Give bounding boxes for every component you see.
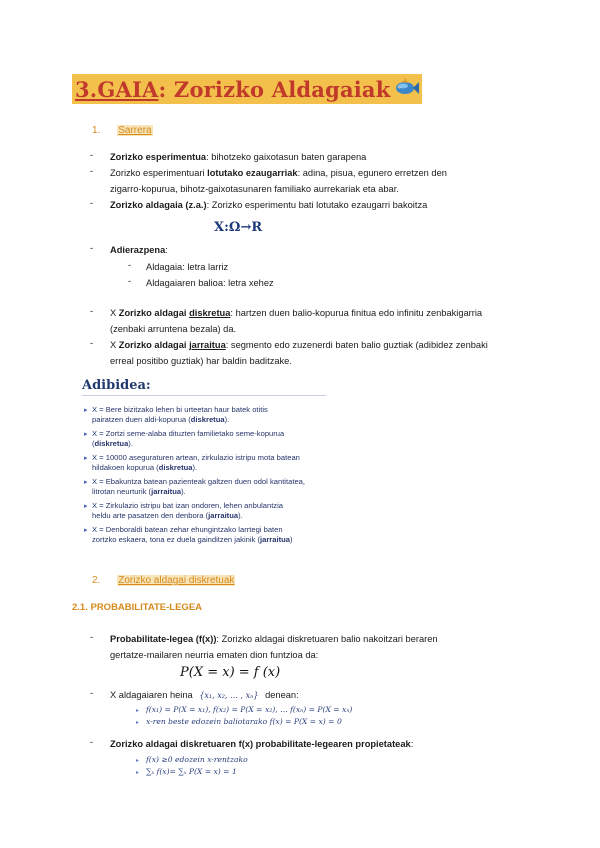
notation-sub-2: Aldagaiaren balioa: letra xehez bbox=[146, 278, 274, 288]
text: Zorizko esperimentuari bbox=[110, 168, 208, 178]
example-line: litrotan neurturik ( bbox=[92, 487, 152, 497]
bullet-dash: - bbox=[90, 150, 94, 160]
fish-icon bbox=[393, 77, 419, 102]
item-features bbox=[110, 166, 447, 197]
definition: : adina, pisua, egunero erretzen den bbox=[297, 168, 447, 178]
example-type: diskretua bbox=[190, 415, 225, 425]
definition: : bihotzeko gaixotasun baten garapena bbox=[206, 152, 367, 162]
term: Adierazpena bbox=[110, 245, 166, 255]
example-type: jarraitua bbox=[260, 535, 290, 545]
text: X aldagaiaren heina bbox=[110, 690, 193, 700]
definition-cont: gertatze-mailaren neurria ematen dion funtzioa da: bbox=[110, 649, 319, 660]
bullet-icon: ▸ bbox=[136, 770, 140, 776]
bullet-dash: - bbox=[90, 737, 94, 747]
title-prefix: 3.GAIA bbox=[75, 76, 159, 102]
section-heading-discrete bbox=[92, 570, 235, 588]
definition-cont: zigarro-kopurua, bihotz-gaixotasunaren familiako aurrekariak eta abar. bbox=[110, 183, 399, 194]
example-line: heldu arte pasatzen den denbora ( bbox=[92, 511, 209, 521]
example-type: diskretua bbox=[158, 463, 193, 473]
example-item bbox=[92, 525, 293, 545]
bullet-icon: ▸ bbox=[84, 455, 88, 462]
item-probability-law bbox=[110, 632, 438, 663]
bullet-icon: ▸ bbox=[84, 503, 88, 510]
bullet-icon: ▸ bbox=[84, 527, 88, 534]
example-line: zortzko eskaera, tona ez duela gainditzen jakinik ( bbox=[92, 535, 261, 545]
bullet-dash: - bbox=[90, 166, 94, 176]
item-random-variable bbox=[110, 198, 427, 214]
bullet-icon: ▸ bbox=[136, 708, 140, 714]
example-line: X = Denboraldi batean zehar ehungintzako larrtegi baten bbox=[92, 525, 283, 534]
term: lotutako ezaugarriak bbox=[207, 168, 298, 178]
bullet-dash: - bbox=[90, 306, 94, 316]
range-formula-2: x-ren beste edozein baliotarako f(x) = P(X = x) = 0 bbox=[146, 717, 342, 726]
text: X bbox=[110, 340, 119, 350]
definition: : Zorizko aldagai diskretuaren balio nakoitzari beraren bbox=[216, 634, 438, 644]
text: denean: bbox=[265, 690, 299, 700]
term: Zorizko esperimentua bbox=[110, 152, 207, 162]
definition-cont: erreal positibo guztiak) har baldin baditzake. bbox=[110, 355, 292, 366]
item-discrete bbox=[110, 306, 482, 337]
definition: : segmento edo zuzenerdi baten balio guztiak (adibidez zenbaki bbox=[225, 340, 488, 350]
term: Zorizko aldagaia (z.a.) bbox=[110, 200, 207, 210]
formula-mapping: X:Ω→R bbox=[214, 220, 263, 235]
example-type: jarraitua bbox=[208, 511, 239, 521]
title-rest: : Zorizko Aldagaiak bbox=[158, 76, 391, 102]
bullet-dash: - bbox=[128, 276, 132, 286]
section-number: 1. bbox=[92, 125, 101, 136]
bullet-dash: - bbox=[90, 632, 94, 642]
example-item bbox=[92, 501, 283, 521]
example-line: X = 10000 aseguraturen artean, zirkulazio istripu mota batean bbox=[92, 453, 300, 462]
bullet-icon: ▸ bbox=[84, 431, 88, 438]
bullet-dash: - bbox=[90, 198, 94, 208]
text: X bbox=[110, 308, 119, 318]
definition: : Zorizko esperimentu bati lotutako ezaugarri bakoitza bbox=[206, 200, 428, 210]
term: Zorizko aldagai bbox=[118, 340, 190, 350]
range-set: {x₁, x₂, … , xₙ} bbox=[199, 691, 259, 700]
example-item bbox=[92, 429, 284, 449]
example-line: ). bbox=[238, 511, 243, 521]
notation-sub-1: Aldagaia: letra larriz bbox=[146, 262, 229, 272]
example-line: ). bbox=[181, 487, 186, 497]
bullet-dash: - bbox=[90, 688, 94, 698]
section-label: Zorizko aldagai diskretuak bbox=[118, 575, 235, 586]
example-line: ( bbox=[92, 439, 95, 449]
colon: : bbox=[165, 245, 168, 255]
section-label: Sarrera bbox=[118, 125, 152, 136]
example-item bbox=[92, 477, 305, 497]
example-box bbox=[82, 378, 328, 396]
example-line: ). bbox=[128, 439, 133, 449]
item-experiment bbox=[110, 150, 366, 166]
term-underlined: jarraitua bbox=[189, 340, 226, 350]
bullet-icon: ▸ bbox=[84, 407, 88, 414]
page-title bbox=[72, 74, 422, 104]
item-range bbox=[110, 688, 299, 704]
example-line: X = Zirkulazio istripu bat izan ondoren, lehen anbulantzia bbox=[92, 501, 284, 510]
bullet-icon: ▸ bbox=[136, 720, 140, 726]
property-1: f(x) ≥0 edozein x-rentzako bbox=[146, 755, 248, 764]
example-line: X = Bere bizitzako lehen bi urteetan haur batek otitis bbox=[92, 405, 268, 414]
item-notation bbox=[110, 243, 168, 259]
example-line: hildakoen kopurua ( bbox=[92, 463, 159, 473]
example-line: X = Ebakuntza batean pazienteak galtzen duen odol kantitatea, bbox=[92, 477, 305, 486]
item-properties bbox=[110, 737, 413, 753]
bullet-dash: - bbox=[128, 260, 132, 270]
example-item bbox=[92, 405, 268, 425]
bullet-dash: - bbox=[90, 243, 94, 253]
bullet-dash: - bbox=[90, 338, 94, 348]
example-line: X = Zortzi seme-alaba dituzten familietako seme-kopurua bbox=[92, 429, 285, 438]
example-type: diskretua bbox=[94, 439, 129, 449]
example-line: ) bbox=[289, 535, 293, 545]
example-title: Adibidea: bbox=[82, 378, 151, 393]
subsection-heading: 2.1. PROBABILITATE-LEGEA bbox=[72, 602, 203, 613]
example-type: jarraitua bbox=[151, 487, 182, 497]
bullet-icon: ▸ bbox=[84, 479, 88, 486]
colon: : bbox=[410, 739, 414, 749]
section-number: 2. bbox=[92, 575, 101, 586]
example-line: pairatzen duen aldi-kopurua ( bbox=[92, 415, 191, 425]
term: Zorizko aldagai diskretuaren f(x) probabilitate-legearen propietateak bbox=[110, 739, 411, 749]
range-formula-1: f(x₁) = P(X = x₁), f(x₂) = P(X = x₂), … f(xₙ) = P(X = xₙ) bbox=[146, 705, 353, 714]
definition-cont: (zenbaki arruntena bezala) da. bbox=[110, 323, 237, 334]
section-heading-sarrera bbox=[92, 120, 153, 138]
example-line: ). bbox=[224, 415, 230, 425]
term-underlined: diskretua bbox=[189, 308, 231, 318]
item-continuous bbox=[110, 338, 488, 369]
property-2: ∑ₓ f(x)= ∑ₓ P(X = x) = 1 bbox=[146, 767, 237, 776]
term: Probabilitate-legea (f(x)) bbox=[110, 634, 217, 644]
divider bbox=[82, 395, 326, 396]
term: Zorizko aldagai bbox=[118, 308, 190, 318]
example-line: ). bbox=[192, 463, 198, 473]
formula-probability-law: P(X = x) = f (x) bbox=[180, 665, 281, 680]
bullet-icon: ▸ bbox=[136, 758, 140, 764]
definition: : hartzen duen balio-kopurua finitua edo infinitu zenbakigarria bbox=[230, 308, 483, 318]
example-item bbox=[92, 453, 300, 473]
